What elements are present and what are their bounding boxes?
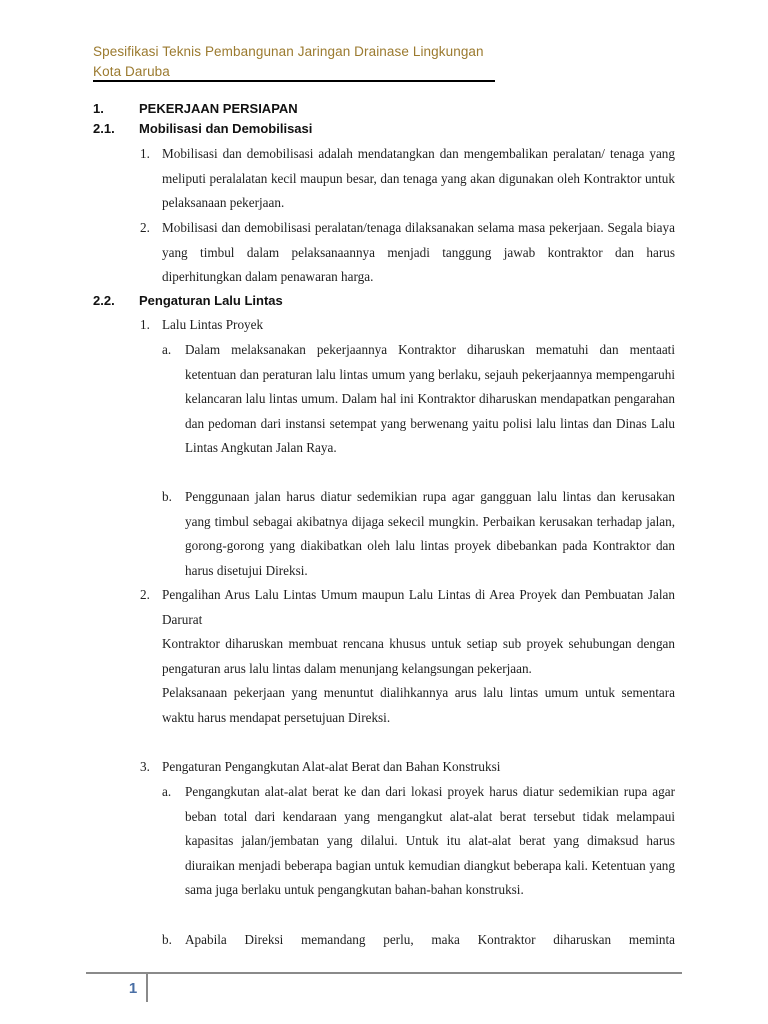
page-number-separator — [146, 974, 148, 1002]
footer-divider — [86, 972, 682, 974]
header-title: Spesifikasi Teknis Pembangunan Jaringan Drainase Lingkungan — [93, 44, 484, 59]
paragraph: Pelaksanaan pekerjaan yang menuntut dialihkannya arus lalu lintas umum untuk sementara waktu harus mendapat persetujuan Direksi. — [162, 685, 675, 725]
list-item-title: Lalu Lintas Proyek — [162, 317, 264, 332]
list-item-text: Mobilisasi dan demobilisasi adalah mendatangkan dan mengembalikan peralatan/ tenaga yang meliputi peralalatan kecil maupun besar, dan tenaga yang akan digunakan oleh Kontraktor untuk pelaksanaan pekerjaan. — [162, 146, 675, 211]
section-title: Pengaturan Lalu Lintas — [139, 293, 283, 308]
list-marker: b. — [162, 489, 172, 504]
list-marker: 2. — [140, 220, 150, 235]
list-item-title: Pengalihan Arus Lalu Lintas Umum maupun Lalu Lintas di Area Proyek dan Pembuatan Jalan Darurat — [162, 587, 675, 627]
list-item — [140, 313, 675, 338]
list-item-text: Apabila Direksi memandang perlu, maka Kontraktor diharuskan meminta — [185, 932, 675, 947]
list-marker: 1. — [140, 317, 150, 332]
section-number: 2.2. — [93, 293, 115, 308]
list-marker: 2. — [140, 587, 150, 602]
list-marker: 1. — [140, 146, 150, 161]
list-item-text: Pengangkutan alat-alat berat ke dan dari lokasi proyek harus diatur sedemikian rupa agar beban total dari kendaraan yang mengangkut alat-alat berat tersebut tidak melampaui kapasitas jalan/jembatan yang dilalui. Untuk itu alat-alat berat yang dimaksud harus diuraikan menjadi beberapa bagian untuk kemudian diangkut beberapa kali. Ketentuan yang sama juga berlaku untuk pengangkutan bahan-bahan konstruksi. — [185, 784, 675, 898]
list-marker: a. — [162, 342, 172, 357]
list-item-title: Pengaturan Pengangkutan Alat-alat Berat dan Bahan Konstruksi — [162, 759, 501, 774]
document-header — [93, 42, 495, 82]
list-marker: b. — [162, 932, 172, 947]
page-number: 1 — [128, 980, 138, 997]
header-divider — [93, 80, 495, 82]
list-item — [140, 142, 675, 216]
list-marker: a. — [162, 784, 172, 799]
list-item — [140, 216, 675, 290]
list-item-text: Dalam melaksanakan pekerjaannya Kontraktor diharuskan mematuhi dan mentaati ketentuan dan peraturan lalu lintas umum yang berlaku, sejauh pekerjaannya mempengaruhi kelancaran lalu lintas umum. Dalam hal ini Kontraktor diharuskan mendapatkan pengarahan dan pedoman dari instansi setempat yang berwenang yaitu polisi lalu lintas dan Dinas Lalu Lintas Angkutan Jalan Raya. — [185, 342, 675, 456]
sub-list-item — [162, 485, 675, 583]
sub-list-item — [162, 780, 675, 903]
list-item-text: Penggunaan jalan harus diatur sedemikian rupa agar gangguan lalu lintas dan kerusakan yang timbul sebagai akibatnya dijaga sekecil mungkin. Perbaikan kerusakan terhadap jalan, gorong-gorong yang diakibatkan oleh lalu lintas proyek dibebankan pada Kontraktor dan harus disetujui Direksi. — [185, 489, 675, 578]
sub-list-item — [162, 928, 675, 953]
paragraph: Kontraktor diharuskan membuat rencana khusus untuk setiap sub proyek sehubungan dengan pengaturan arus lalu lintas dalam menunjang kelangsungan pekerjaan. — [162, 636, 675, 676]
list-item — [140, 755, 675, 780]
sub-list-item — [162, 338, 675, 461]
section-title: PEKERJAAN PERSIAPAN — [139, 101, 298, 116]
section-number: 2.1. — [93, 121, 115, 136]
header-subtitle: Kota Daruba — [93, 64, 170, 79]
section-number: 1. — [93, 101, 104, 116]
section-title: Mobilisasi dan Demobilisasi — [139, 121, 313, 136]
list-marker: 3. — [140, 759, 150, 774]
list-item — [140, 583, 675, 731]
list-item-text: Mobilisasi dan demobilisasi peralatan/tenaga dilaksanakan selama masa pekerjaan. Segala biaya yang timbul dalam pelaksanaannya menjadi tanggung jawab kontraktor dan harus diperhitungkan dalam penawaran harga. — [162, 220, 675, 285]
